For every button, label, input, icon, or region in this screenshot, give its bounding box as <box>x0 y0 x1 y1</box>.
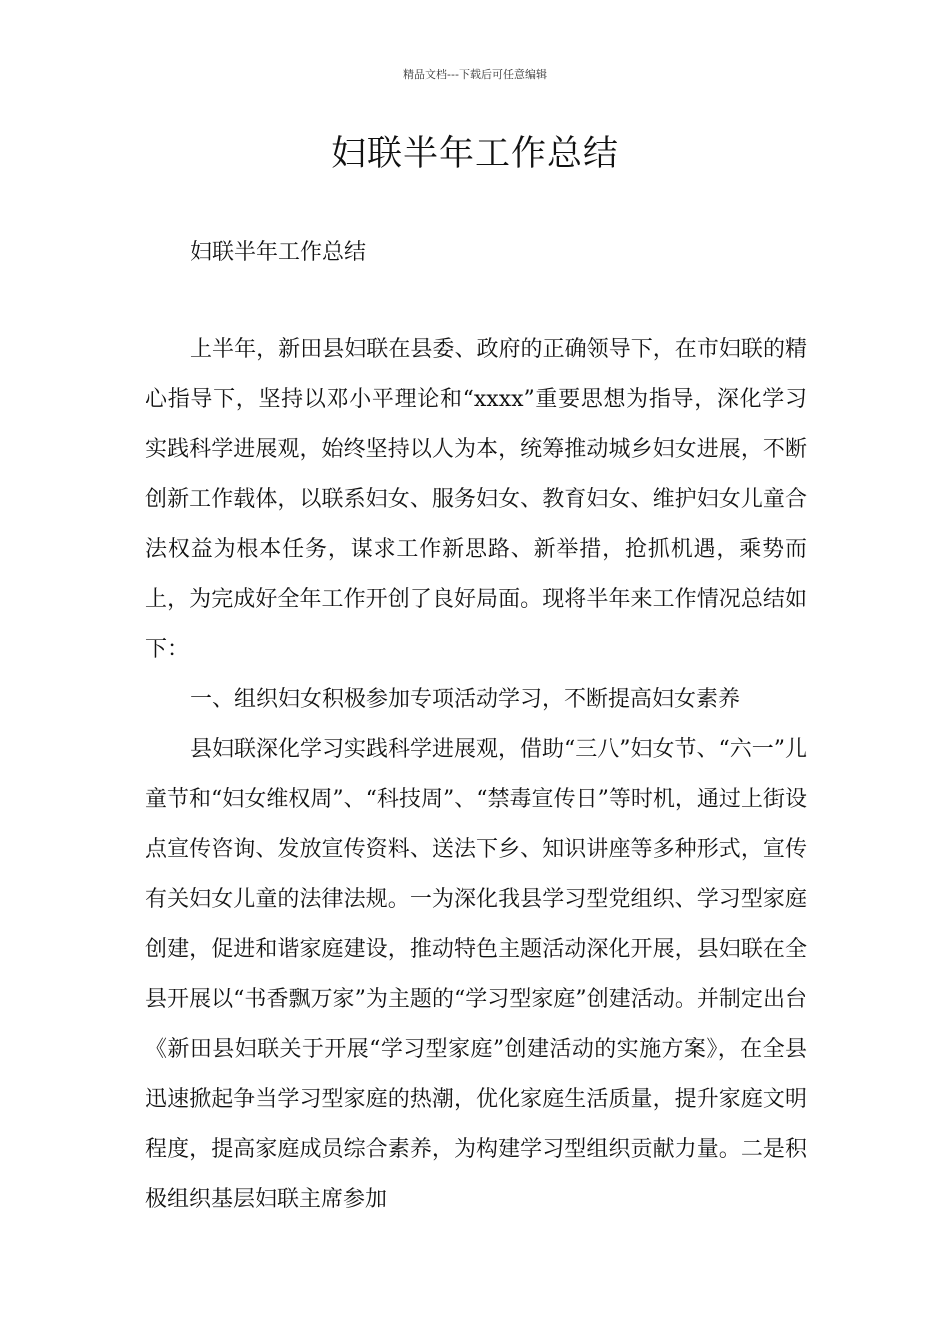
intro-block <box>145 325 807 675</box>
section-heading-block <box>145 675 807 725</box>
section-1-paragraph: 县妇联深化学习实践科学进展观，借助“三八”妇女节、“六一”儿童节和“妇女维权周”、“科技周”、“禁毒宣传日”等时机，通过上街设点宣传咨询、发放宣传资料、送法下乡、知识讲座等多种形式，宣传有关妇女儿童的法律法规。一为深化我县学习型党组织、学习型家庭创建，促进和谐家庭建设，推动特色主题活动深化开展，县妇联在全县开展以“书香飘万家”为主题的“学习型家庭”创建活动。并制定出台《新田县妇联关于开展“学习型家庭”创建活动的实施方案》，在全县迅速掀起争当学习型家庭的热潮，优化家庭生活质量，提升家庭文明程度，提高家庭成员综合素养，为构建学习型组织贡献力量。二是积极组织基层妇联主席参加 <box>145 737 807 1212</box>
intro-paragraph: 上半年，新田县妇联在县委、政府的正确领导下，在市妇联的精心指导下，坚持以邓小平理论和“xxxx”重要思想为指导，深化学习实践科学进展观，始终坚持以人为本，统筹推动城乡妇女进展，不断创新工作载体，以联系妇女、服务妇女、教育妇女、维护妇女儿童合法权益为根本任务，谋求工作新思路、新举措，抢抓机遇，乘势而上，为完成好全年工作开创了良好局面。现将半年来工作情况总结如下： <box>145 337 807 662</box>
page-header-note: 精品文档---下载后可任意编辑 <box>403 68 547 81</box>
document-title: 妇联半年工作总结 <box>330 134 619 174</box>
document-subtitle: 妇联半年工作总结 <box>190 240 367 265</box>
section-1-heading: 一、组织妇女积极参加专项活动学习，不断提高妇女素养 <box>190 687 741 712</box>
section-body-block <box>145 725 807 1225</box>
